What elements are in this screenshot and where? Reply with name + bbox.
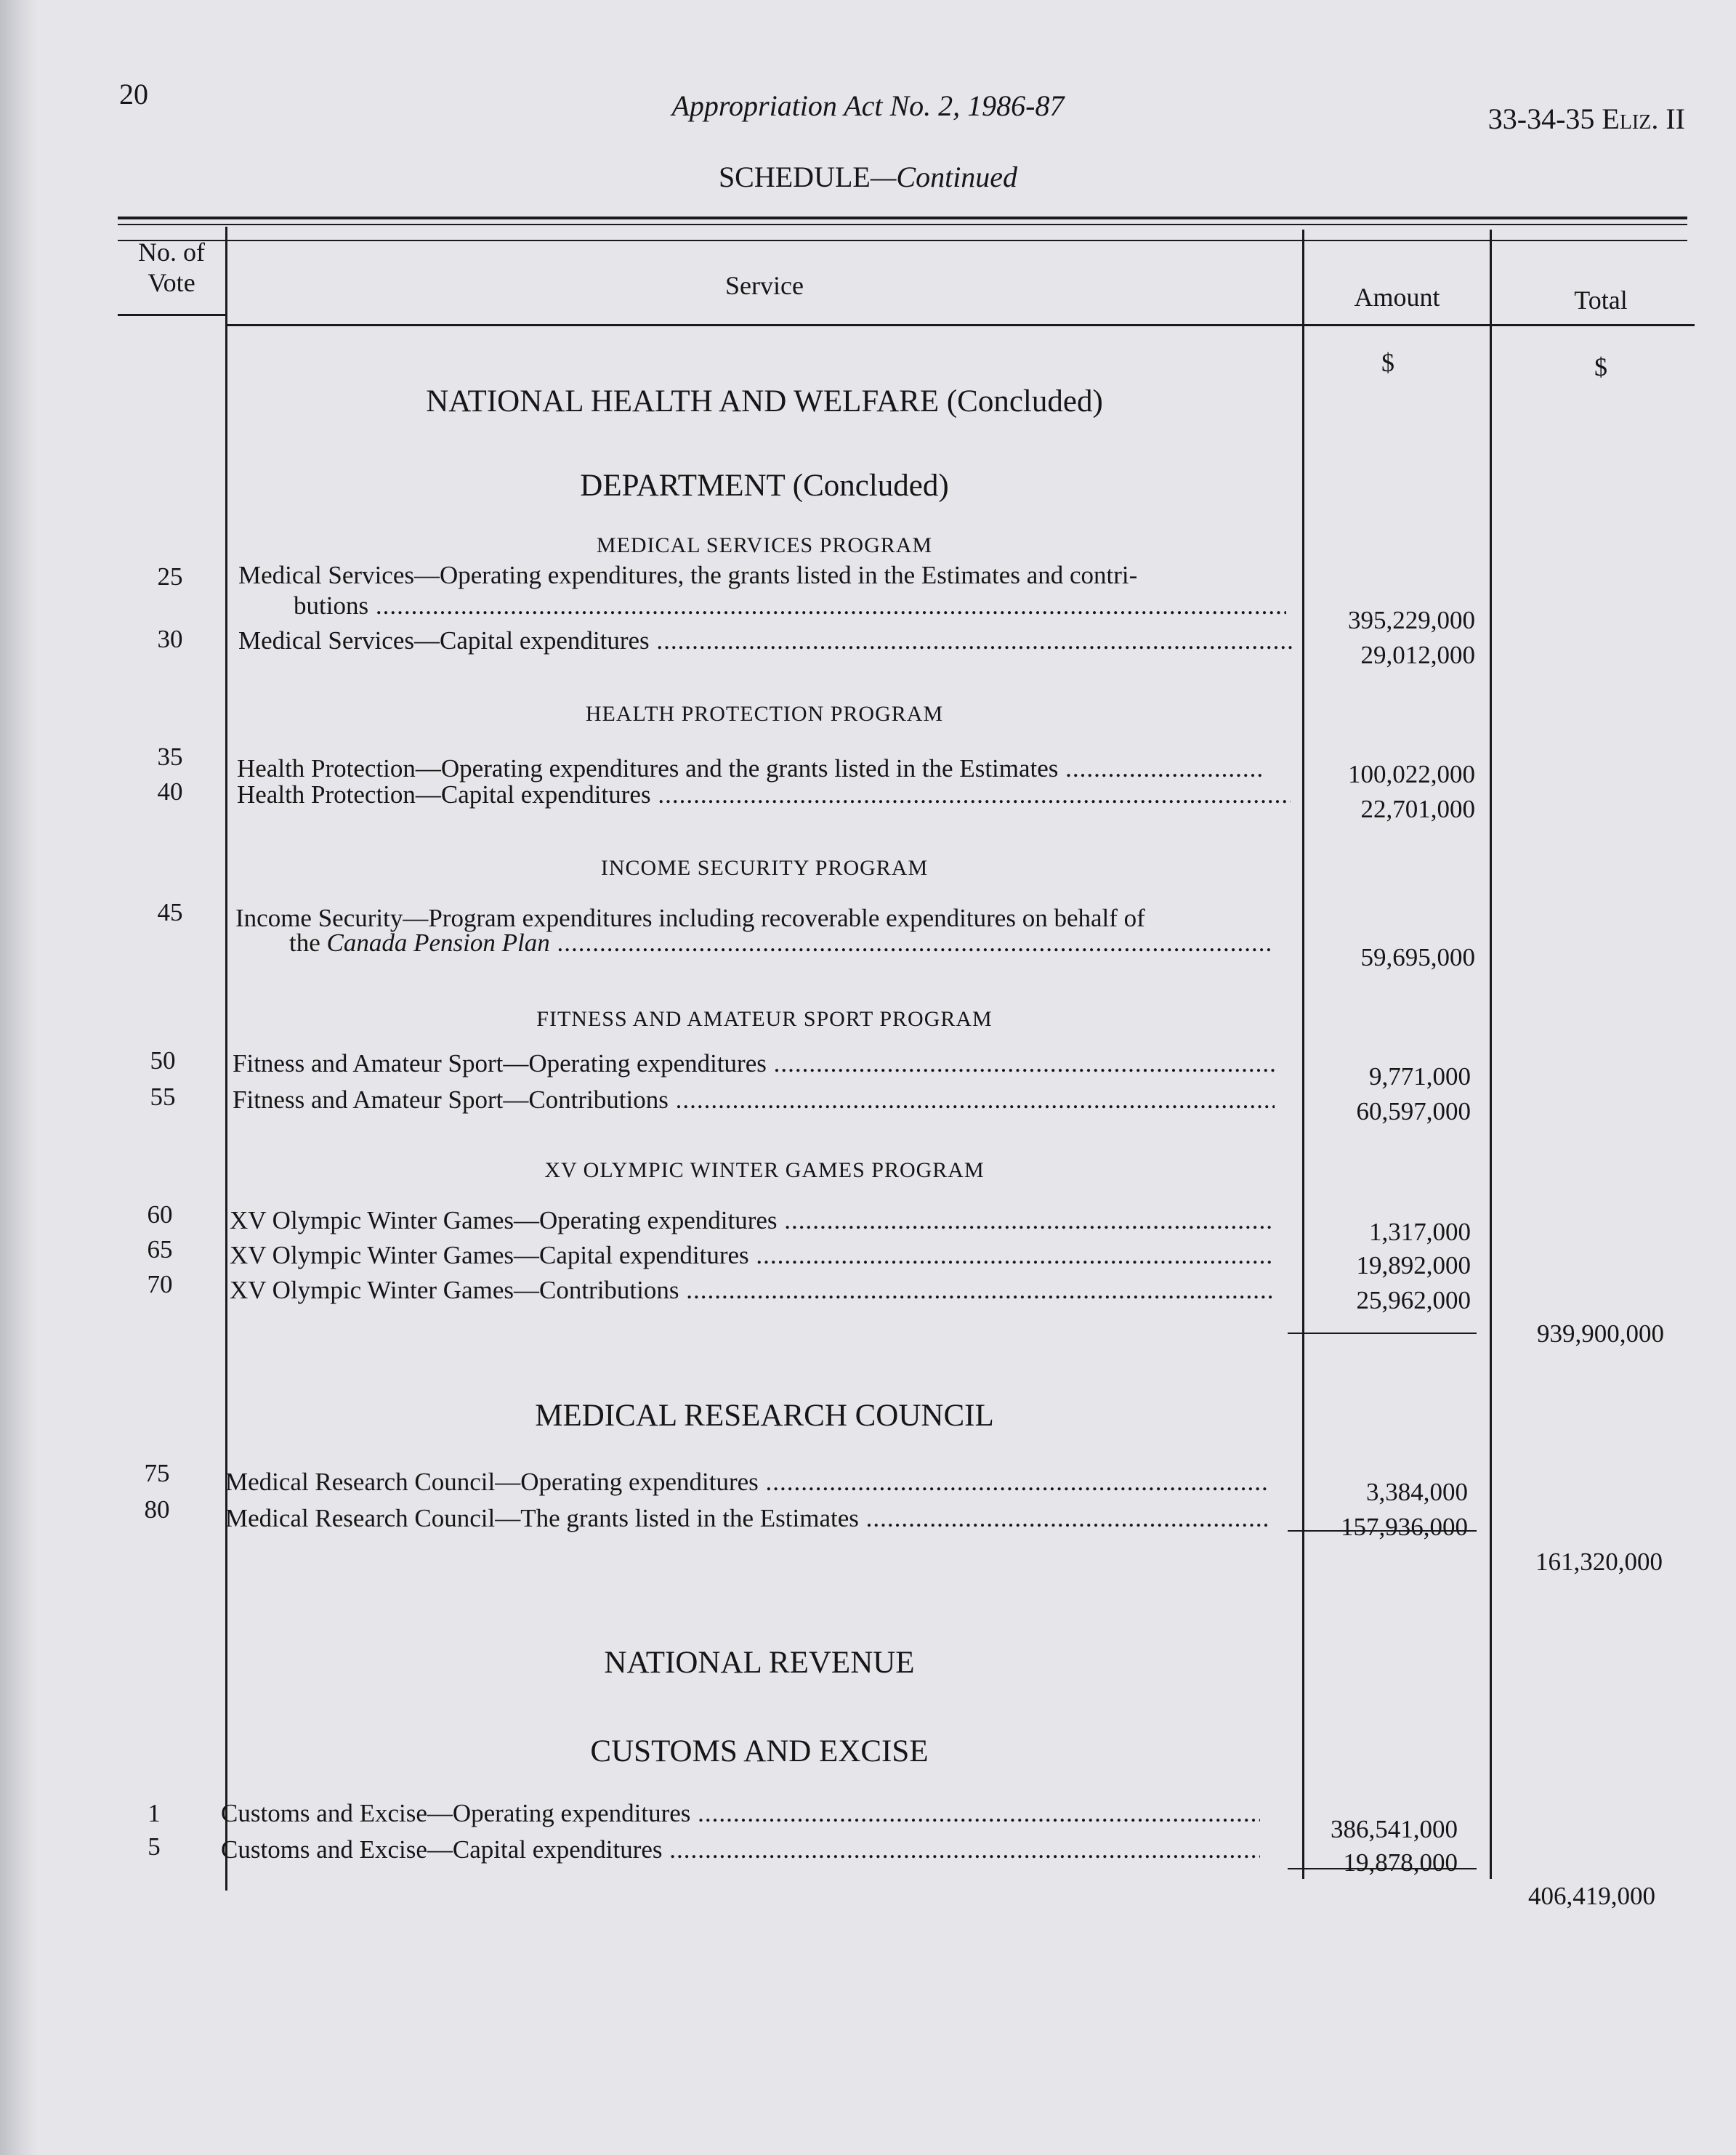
service-text bbox=[237, 754, 1264, 783]
service-text bbox=[233, 1085, 1275, 1115]
service-label: Medical Services—Capital expenditures bbox=[238, 626, 650, 655]
subtotal-rule-nhw bbox=[1288, 1333, 1477, 1334]
vote-number: 65 bbox=[147, 1235, 173, 1264]
amount-value: 59,695,000 bbox=[1360, 943, 1475, 971]
service-text bbox=[221, 1835, 1260, 1864]
service-label: Fitness and Amateur Sport—Operating expenditures bbox=[233, 1049, 767, 1078]
column-amount-heading: Amount bbox=[1354, 283, 1440, 312]
service-text bbox=[230, 1276, 1272, 1305]
program-medical-services: MEDICAL SERVICES PROGRAM bbox=[596, 533, 933, 557]
service-text-prefix: the bbox=[289, 929, 327, 957]
column-total-heading: Total bbox=[1574, 286, 1628, 315]
service-label: Health Protection—Operating expenditures and the grants listed in the Estimates bbox=[237, 754, 1059, 783]
column-service-heading: Service bbox=[725, 271, 804, 300]
vote-number: 45 bbox=[157, 898, 183, 926]
service-label: XV Olympic Winter Games—Contributions bbox=[230, 1276, 679, 1304]
vote-number: 80 bbox=[144, 1495, 170, 1524]
service-text bbox=[233, 1049, 1275, 1078]
service-text bbox=[230, 1241, 1272, 1270]
service-text bbox=[238, 626, 1292, 655]
service-label: Medical Research Council—The grants listed in the Estimates bbox=[225, 1504, 859, 1532]
program-fitness-amateur-sport: FITNESS AND AMATEUR SPORT PROGRAM bbox=[536, 1007, 993, 1031]
service-text bbox=[237, 780, 1291, 809]
schedule-label: SCHEDULE bbox=[718, 161, 871, 193]
service-label: Customs and Excise—Capital expenditures bbox=[221, 1835, 663, 1864]
running-title: Appropriation Act No. 2, 1986-87 bbox=[671, 89, 1065, 122]
amount-value: 9,771,000 bbox=[1369, 1062, 1471, 1091]
service-label: XV Olympic Winter Games—Capital expenditures bbox=[230, 1241, 749, 1269]
header-bottom-rule bbox=[227, 324, 1695, 326]
vote-number: 50 bbox=[150, 1046, 176, 1075]
amount-value: 25,962,000 bbox=[1356, 1286, 1471, 1314]
section-customs-excise: CUSTOMS AND EXCISE bbox=[590, 1734, 929, 1768]
table-top-rule-2 bbox=[118, 224, 1687, 225]
vote-number: 5 bbox=[148, 1832, 161, 1861]
service-text-continued bbox=[289, 929, 1272, 958]
total-currency: $ bbox=[1594, 352, 1607, 381]
amount-value: 100,022,000 bbox=[1348, 760, 1475, 788]
vote-number: 70 bbox=[147, 1270, 173, 1298]
program-olympic-winter-games: XV OLYMPIC WINTER GAMES PROGRAM bbox=[544, 1158, 985, 1182]
vote-header-rule bbox=[118, 314, 227, 316]
section-national-revenue: NATIONAL REVENUE bbox=[604, 1646, 915, 1680]
service-label: Fitness and Amateur Sport—Contributions bbox=[233, 1085, 669, 1114]
service-text bbox=[230, 1206, 1272, 1235]
vote-number: 60 bbox=[147, 1200, 173, 1229]
vote-number: 40 bbox=[157, 777, 183, 806]
amount-left-rule bbox=[1302, 230, 1304, 1879]
section-medical-research-council: MEDICAL RESEARCH COUNCIL bbox=[535, 1399, 994, 1433]
vote-number: 30 bbox=[157, 625, 183, 653]
amount-currency: $ bbox=[1381, 348, 1394, 377]
service-text-line2: butions bbox=[294, 591, 369, 620]
vote-number: 35 bbox=[157, 743, 183, 771]
schedule-continued: —Continued bbox=[870, 161, 1018, 193]
amount-right-rule bbox=[1490, 230, 1492, 1879]
program-health-protection: HEALTH PROTECTION PROGRAM bbox=[585, 702, 944, 726]
vote-number: 25 bbox=[157, 562, 183, 591]
service-text bbox=[225, 1504, 1267, 1533]
amount-value: 19,892,000 bbox=[1356, 1251, 1471, 1279]
amount-value: 1,317,000 bbox=[1369, 1218, 1471, 1246]
schedule-heading bbox=[0, 160, 1736, 194]
amount-value: 395,229,000 bbox=[1348, 606, 1475, 634]
page-edge bbox=[0, 0, 38, 2155]
program-income-security: INCOME SECURITY PROGRAM bbox=[600, 856, 929, 880]
amount-value: 386,541,000 bbox=[1331, 1815, 1458, 1843]
service-text bbox=[221, 1799, 1260, 1828]
total-value-nhw: 939,900,000 bbox=[1537, 1319, 1664, 1348]
service-text: Medical Services—Operating expenditures, the grants listed in the Estimates and contri- bbox=[238, 561, 1138, 589]
column-vote-heading bbox=[118, 237, 225, 298]
section-department: DEPARTMENT (Concluded) bbox=[580, 469, 949, 503]
vote-number: 75 bbox=[144, 1459, 170, 1487]
vote-heading-line2: Vote bbox=[148, 268, 195, 297]
amount-value: 60,597,000 bbox=[1356, 1097, 1471, 1125]
total-value-customs: 406,419,000 bbox=[1528, 1882, 1655, 1910]
vote-number: 1 bbox=[148, 1799, 161, 1827]
amount-value: 157,936,000 bbox=[1341, 1513, 1468, 1541]
page-number: 20 bbox=[119, 78, 148, 110]
table-top-rule bbox=[118, 217, 1687, 219]
amount-value: 29,012,000 bbox=[1360, 641, 1475, 669]
amount-value: 3,384,000 bbox=[1366, 1478, 1468, 1506]
vote-number: 55 bbox=[150, 1083, 176, 1111]
service-label: Customs and Excise—Operating expenditures bbox=[221, 1799, 691, 1827]
service-label: Health Protection—Capital expenditures bbox=[237, 780, 651, 809]
amount-value: 19,878,000 bbox=[1343, 1848, 1458, 1877]
service-text bbox=[225, 1468, 1267, 1497]
regnal-year: 33-34-35 Eliz. II bbox=[1487, 102, 1685, 135]
total-value-mrc: 161,320,000 bbox=[1535, 1548, 1663, 1576]
service-text-italic: Canada Pension Plan bbox=[326, 929, 550, 957]
service-label: XV Olympic Winter Games—Operating expenditures bbox=[230, 1206, 778, 1234]
table-top-rule-3 bbox=[118, 240, 1687, 241]
section-national-health-welfare: NATIONAL HEALTH AND WELFARE (Concluded) bbox=[426, 384, 1103, 419]
service-text-continued bbox=[294, 591, 1286, 620]
vote-heading-line1: No. of bbox=[138, 238, 205, 267]
service-text: Income Security—Program expenditures including recoverable expenditures on behalf of bbox=[235, 904, 1145, 932]
service-label: Medical Research Council—Operating expenditures bbox=[225, 1468, 759, 1496]
amount-value: 22,701,000 bbox=[1360, 795, 1475, 823]
